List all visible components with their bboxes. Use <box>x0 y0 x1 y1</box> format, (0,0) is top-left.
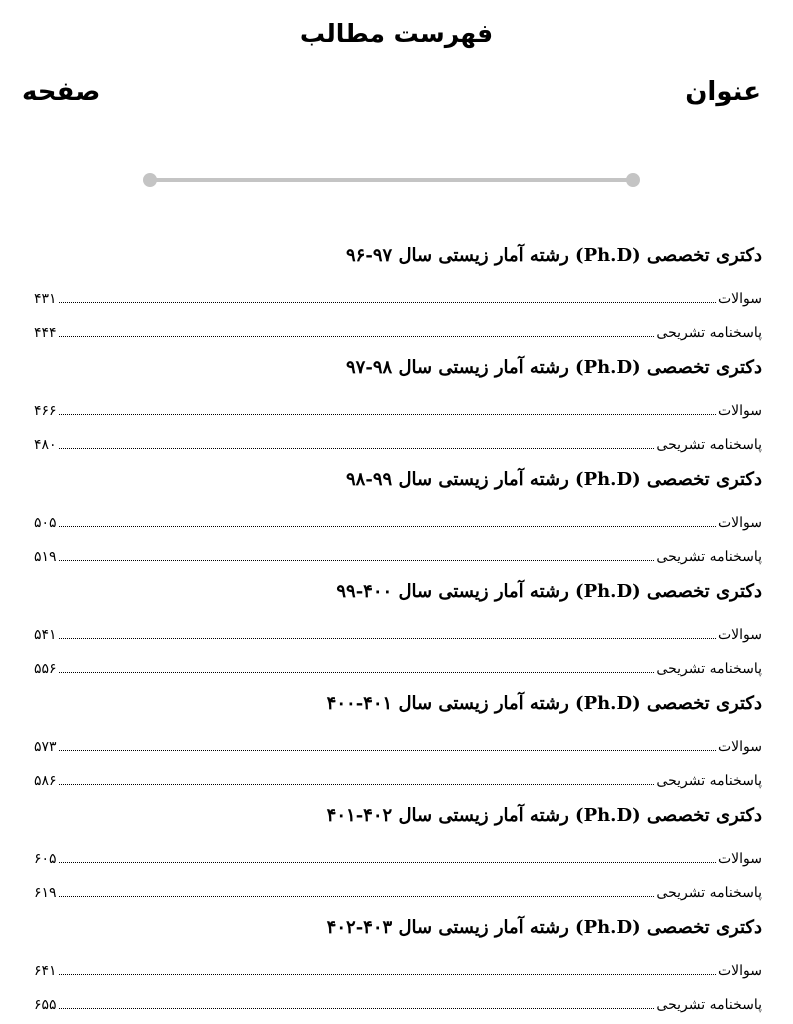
toc-entry-label: پاسخنامه تشریحی <box>656 325 762 341</box>
toc-entry-label: سوالات <box>717 963 762 979</box>
toc-entry[interactable] <box>34 870 762 904</box>
toc-entry[interactable] <box>34 646 762 680</box>
toc-entry-label: پاسخنامه تشریحی <box>656 997 762 1013</box>
toc-entry[interactable] <box>34 500 762 534</box>
toc-entry-page-number: ۵۰۵ <box>34 515 57 531</box>
toc-section <box>34 796 762 908</box>
toc-entry-label: پاسخنامه تشریحی <box>656 661 762 677</box>
toc-entry-page-number: ۵۸۶ <box>34 773 57 789</box>
toc-section <box>34 236 762 348</box>
toc-entry-label: سوالات <box>717 403 762 419</box>
toc-entry-page-number: ۵۴۱ <box>34 627 57 643</box>
dot-leader <box>59 637 716 639</box>
toc-entry-page-number: ۶۵۵ <box>34 997 57 1013</box>
column-header-title: عنوان <box>685 77 761 107</box>
toc-entry-page-number: ۵۷۳ <box>34 739 57 755</box>
toc-list <box>34 236 762 1020</box>
dot-leader <box>59 301 716 303</box>
dot-leader <box>59 973 716 975</box>
toc-section <box>34 460 762 572</box>
dot-leader <box>59 783 655 785</box>
toc-section-title[interactable]: دکتری تخصصی (Ph.D) رشته آمار زیستی سال ۹۹-۹۸ <box>346 469 762 490</box>
toc-entry-page-number: ۶۴۱ <box>34 963 57 979</box>
toc-section-title[interactable]: دکتری تخصصی (Ph.D) رشته آمار زیستی سال ۴۰۱-۴۰۰ <box>326 693 762 714</box>
decorative-divider <box>150 178 633 182</box>
toc-entry[interactable] <box>34 310 762 344</box>
toc-section <box>34 572 762 684</box>
dot-leader <box>59 413 716 415</box>
toc-entry[interactable] <box>34 758 762 792</box>
dot-leader <box>59 335 655 337</box>
toc-entry-page-number: ۴۳۱ <box>34 291 57 307</box>
toc-entry[interactable] <box>34 422 762 456</box>
toc-entry-page-number: ۶۰۵ <box>34 851 57 867</box>
dot-leader <box>59 1007 655 1009</box>
toc-entry-label: پاسخنامه تشریحی <box>656 885 762 901</box>
toc-section-title[interactable]: دکتری تخصصی (Ph.D) رشته آمار زیستی سال ۴۰۰-۹۹ <box>336 581 762 602</box>
toc-entry-label: سوالات <box>717 851 762 867</box>
toc-entry[interactable] <box>34 836 762 870</box>
page-title: فهرست مطالب <box>299 19 494 48</box>
toc-section <box>34 348 762 460</box>
toc-entry[interactable] <box>34 612 762 646</box>
toc-entry-page-number: ۵۱۹ <box>34 549 57 565</box>
column-header-page: صفحه <box>22 77 101 107</box>
toc-entry-label: پاسخنامه تشریحی <box>656 437 762 453</box>
toc-section <box>34 908 762 1020</box>
toc-entry-label: پاسخنامه تشریحی <box>656 549 762 565</box>
toc-entry-label: پاسخنامه تشریحی <box>656 773 762 789</box>
dot-leader <box>59 671 655 673</box>
toc-entry[interactable] <box>34 534 762 568</box>
toc-entry-label: سوالات <box>717 739 762 755</box>
dot-leader <box>59 525 716 527</box>
toc-entry-page-number: ۴۸۰ <box>34 437 57 453</box>
dot-leader <box>59 559 655 561</box>
toc-section <box>34 684 762 796</box>
toc-entry-label: سوالات <box>717 627 762 643</box>
dot-leader <box>59 749 716 751</box>
toc-entry[interactable] <box>34 948 762 982</box>
toc-entry[interactable] <box>34 724 762 758</box>
toc-entry-page-number: ۶۱۹ <box>34 885 57 901</box>
toc-entry[interactable] <box>34 388 762 422</box>
toc-entry-page-number: ۴۴۴ <box>34 325 57 341</box>
toc-entry[interactable] <box>34 982 762 1016</box>
dot-leader <box>59 895 655 897</box>
toc-entry-label: سوالات <box>717 515 762 531</box>
toc-entry-page-number: ۵۵۶ <box>34 661 57 677</box>
toc-entry-page-number: ۴۶۶ <box>34 403 57 419</box>
toc-section-title[interactable]: دکتری تخصصی (Ph.D) رشته آمار زیستی سال ۹۷-۹۶ <box>346 245 762 266</box>
toc-section-title[interactable]: دکتری تخصصی (Ph.D) رشته آمار زیستی سال ۹۸-۹۷ <box>346 357 762 378</box>
toc-entry-label: سوالات <box>717 291 762 307</box>
dot-leader <box>59 861 716 863</box>
toc-section-title[interactable]: دکتری تخصصی (Ph.D) رشته آمار زیستی سال ۴۰۲-۴۰۱ <box>326 805 762 826</box>
dot-leader <box>59 447 655 449</box>
toc-entry[interactable] <box>34 276 762 310</box>
toc-section-title[interactable]: دکتری تخصصی (Ph.D) رشته آمار زیستی سال ۴۰۳-۴۰۲ <box>326 917 762 938</box>
